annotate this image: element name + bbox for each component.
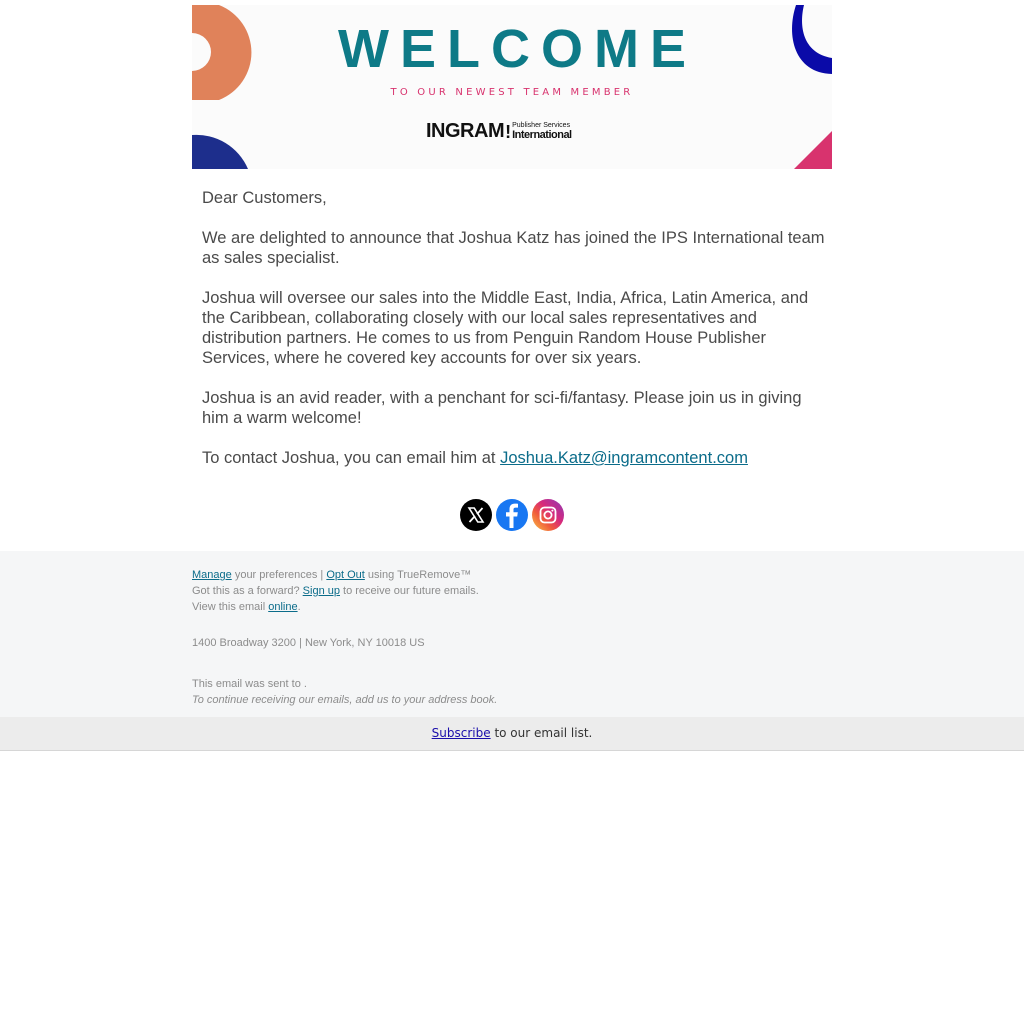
forward-suffix: to receive our future emails. [339,585,479,597]
subscribe-suffix: to our email list. [490,726,593,740]
view-suffix: . [297,601,301,613]
ingram-logo [426,119,572,141]
facebook-icon[interactable] [496,499,528,531]
preferences-line [192,567,471,583]
welcome-tagline: TO OUR NEWEST TEAM MEMBER [390,87,634,98]
social-links [460,499,564,531]
subscribe-link[interactable]: Subscribe [431,726,491,740]
welcome-banner [192,5,832,169]
view-prefix: View this email [192,601,269,613]
sign-up-link[interactable]: Sign up [302,585,340,597]
paragraph-responsibilities: Joshua will oversee our sales into the Middle East, India, Africa, Latin America, and the Caribbean, collaborating closely with our local sales representatives and distribution partners. He comes to us from Penguin Random House Publisher Services, where he covered key accounts for over six years. [202,289,809,367]
greeting: Dear Customers, [202,189,327,207]
logo-subtitle-bottom: International [512,129,572,141]
contact-email-link[interactable]: Joshua.Katz@ingramcontent.com [500,449,748,467]
manage-link[interactable]: Manage [192,569,232,581]
forward-prefix: Got this as a forward? [192,585,303,597]
welcome-headline: WELCOME [338,19,697,79]
email-footer [0,551,1024,717]
paragraph-personal: Joshua is an avid reader, with a penchant for sci-fi/fantasy. Please join us in giving him a warm welcome! [202,389,802,427]
opt-out-link[interactable]: Opt Out [326,569,365,581]
instagram-icon[interactable] [532,499,564,531]
trueremove-text: using TrueRemove™ [364,569,472,581]
navy-quarter-shape [192,135,248,169]
postal-address: 1400 Broadway 3200 | New York, NY 10018 US [192,637,425,649]
logo-mark: ! [505,122,512,142]
logo-subtitle [512,122,572,141]
preferences-text: your preferences | [231,569,327,581]
online-link[interactable]: online [268,601,298,613]
paragraph-announcement: We are delighted to announce that Joshua Katz has joined the IPS International team as sales specialist. [202,229,825,267]
logo-main-text: INGRAM [426,120,505,142]
address-book-line: To continue receiving our emails, add us to your address book. [192,694,498,706]
x-icon[interactable] [460,499,492,531]
contact-prefix: To contact Joshua, you can email him at [202,449,501,467]
view-online-line [192,599,301,615]
sent-to-line: This email was sent to . [192,678,307,690]
subscribe-bar [0,717,1024,751]
forward-line [192,583,479,599]
pink-triangle-shape [794,131,832,169]
contact-line [202,448,832,468]
logo-subtitle-top: Publisher Services [512,122,571,129]
